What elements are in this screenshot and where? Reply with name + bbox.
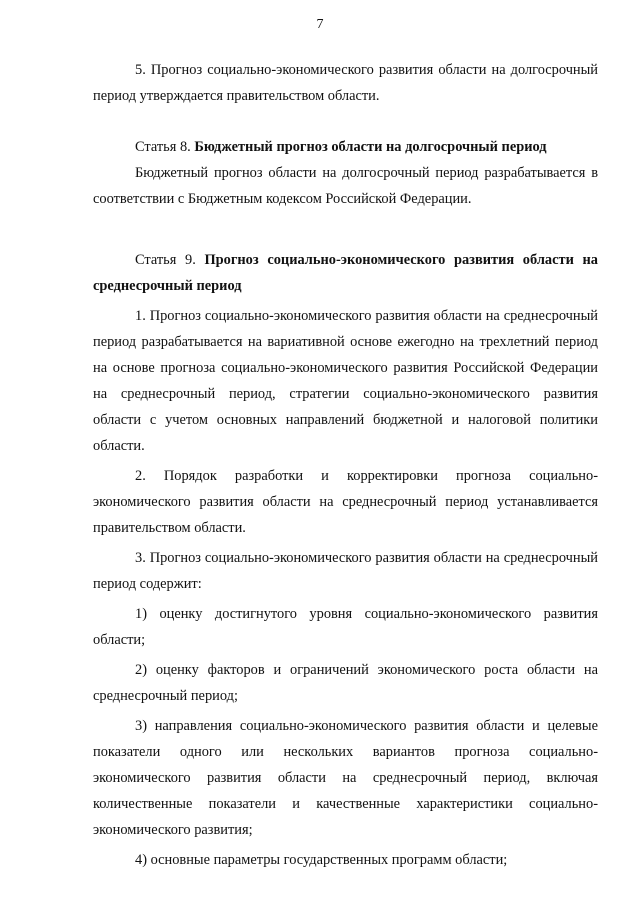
article-8-paragraph: Бюджетный прогноз области на долгосрочный период разрабатывается в соответствии с Бюджетным кодексом Российской Федерации. (93, 165, 598, 207)
article-9-item-3: 3) направления социально-экономического развития области и целевые показатели одного или нескольких вариантов прогноза социально-экономического развития области на среднесрочный период, включая количественные показатели и качественные характеристики социально-экономического развития; (93, 718, 598, 838)
article-9-number: Статья 9. (135, 252, 196, 268)
article-8-title: Бюджетный прогноз области на долгосрочный период (194, 139, 547, 155)
article-9-paragraph-2: 2. Порядок разработки и корректировки прогноза социально-экономического развития области на среднесрочный период устанавливается правительством области. (93, 468, 598, 536)
article-7-paragraph-5: 5. Прогноз социально-экономического развития области на долгосрочный период утверждается правительством области. (93, 62, 598, 104)
article-9-item-1: 1) оценку достигнутого уровня социально-экономического развития области; (93, 606, 598, 648)
page-number: 7 (316, 17, 324, 32)
document-body (93, 57, 598, 873)
article-9-paragraph-3: 3. Прогноз социально-экономического развития области на среднесрочный период содержит: (93, 550, 598, 592)
article-8-number: Статья 8. (135, 139, 191, 155)
article-9-paragraph-1: 1. Прогноз социально-экономического развития области на среднесрочный период разрабатывается на вариативной основе ежегодно на трехлетний период на основе прогноза социально-экономического развития Российской Федерации на среднесрочный период, стратегии социально-экономического развития области с учетом основных направлений бюджетной и налоговой политики области. (93, 308, 598, 454)
article-9-item-2: 2) оценку факторов и ограничений экономического роста области на среднесрочный период; (93, 662, 598, 704)
article-8-heading (93, 134, 598, 160)
article-9-title: Прогноз социально-экономического развития области на среднесрочный период (93, 252, 598, 294)
article-9-item-4: 4) основные параметры государственных программ области; (135, 852, 508, 868)
article-9-heading (93, 247, 598, 299)
